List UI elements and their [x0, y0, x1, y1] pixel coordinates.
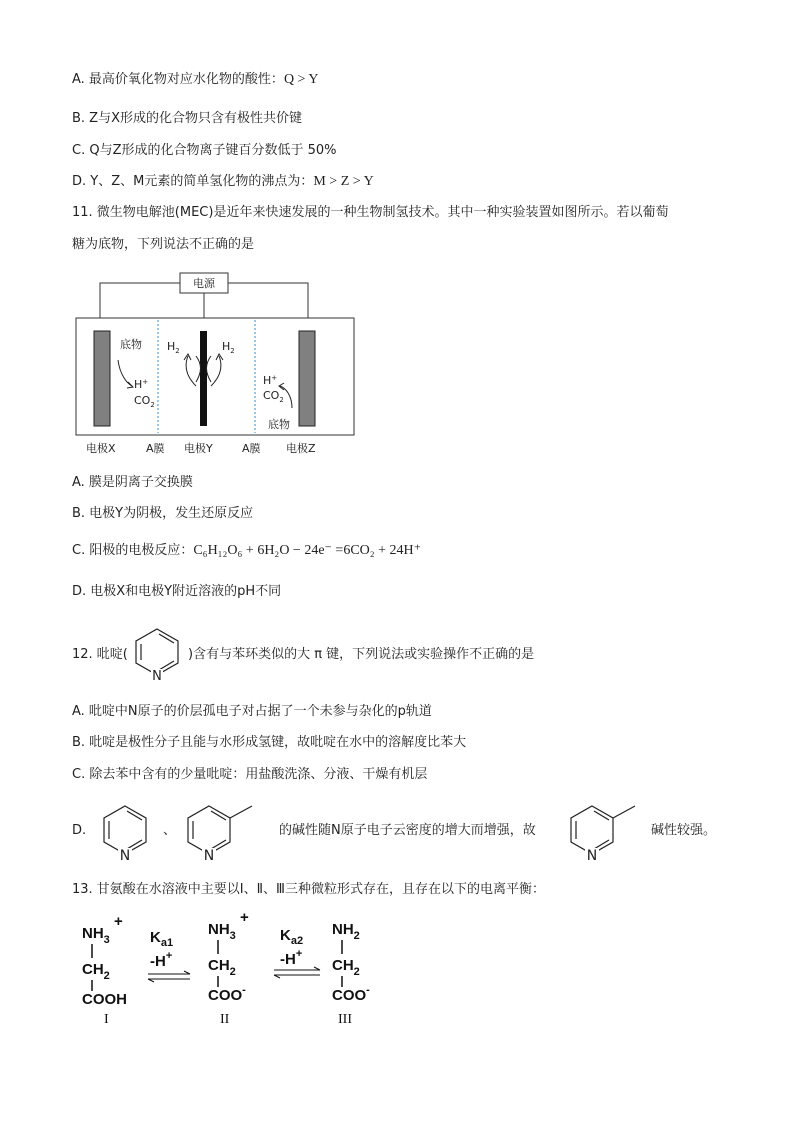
svg-text:Ka2: $K_{a2}$	[280, 927, 304, 947]
label-membrane-right: A膜	[242, 442, 261, 455]
q10-option-c: C. Q与Z形成的化合物离子键百分数低于 50%	[72, 143, 337, 158]
equilibrium-arrow-2	[274, 927, 320, 978]
svg-text:+: +	[114, 913, 123, 930]
glycine-species-iii	[332, 921, 370, 1027]
q12-option-d-middle: 的碱性随N原子电子云密度的增大而增强，故	[279, 823, 536, 838]
pyridine-structure-stem	[128, 625, 186, 683]
q13-stem: 13. 甘氨酸在水溶液中主要以Ⅰ、Ⅱ、Ⅲ三种微粒形式存在，且存在以下的电离平衡：	[72, 882, 546, 897]
h2-left-label: $H_2$	[167, 340, 180, 355]
q10-option-b: B. Z与X形成的化合物只含有极性共价键	[72, 111, 302, 126]
svg-text:CO2: $CO_2$	[134, 394, 155, 409]
label-membrane-left: A膜	[146, 442, 165, 455]
svg-text:NH2: $NH_2$	[332, 921, 360, 942]
q10-option-a: A. 最高价氧化物对应水化物的酸性：Q > Y	[72, 72, 319, 87]
svg-text:I: I	[104, 1012, 109, 1027]
q10-option-d-math: M > Z > Y	[313, 174, 374, 189]
svg-text:III: III	[338, 1012, 352, 1027]
glycine-species-ii	[208, 909, 249, 1027]
q12-option-c: C. 除去苯中含有的少量吡啶：用盐酸洗涤、分液、干燥有机层	[72, 767, 428, 782]
q10-option-a-math: Q > Y	[283, 72, 319, 87]
label-electrode-y: 电极Y	[184, 442, 213, 455]
svg-text:-H+: -H+	[280, 948, 303, 968]
svg-text:CH2: $CH_2$	[208, 957, 236, 978]
svg-text:H+: H+	[263, 374, 278, 387]
h2-right-label: $H_2$	[222, 340, 235, 355]
equilibrium-arrow-1	[148, 929, 190, 982]
q12-stem-suffix: )含有与苯环类似的大 π 键，下列说法或实验操作不正确的是	[188, 647, 535, 662]
q11-option-a: A. 膜是阴离子交换膜	[72, 475, 193, 490]
svg-text:NH3: $NH_3$	[82, 925, 110, 946]
mec-diagram	[70, 268, 370, 463]
methylpyridine-structure-d3	[563, 800, 645, 862]
svg-text:N: N	[152, 669, 162, 683]
svg-text:-H+: -H+	[150, 950, 173, 970]
q12-option-d-separator: 、	[163, 823, 177, 838]
q10-option-d: D. Y、Z、M元素的简单氢化物的沸点为：M > Z > Y	[72, 174, 374, 189]
svg-text:N: N	[203, 848, 215, 862]
q11-option-b: B. 电极Y为阴极，发生还原反应	[72, 506, 254, 521]
electrode-x	[94, 331, 110, 426]
q11-option-c-equation: C₆H₁₂O₆ + 6H₂O − 24e⁻ =6CO₂ + 24H⁺	[193, 543, 422, 558]
substrate-left: 底物	[120, 338, 142, 351]
svg-text:H+: H+	[134, 378, 149, 391]
q12-option-d-prefix: D.	[72, 823, 87, 838]
label-electrode-z: 电极Z	[286, 442, 316, 455]
q11-option-c: C. 阳极的电极反应：C₆H₁₂O₆ + 6H₂O − 24e⁻ =6CO₂ + 24H⁺	[72, 543, 422, 558]
svg-text:CH2: $CH_2$	[332, 957, 360, 978]
glycine-species-i	[82, 913, 127, 1027]
svg-text:COO-: COO-	[332, 984, 370, 1004]
q11-stem-line2: 糖为底物，下列说法不正确的是	[72, 237, 255, 252]
q12-stem-prefix: 12. 吡啶(	[72, 647, 128, 662]
svg-text:N: N	[586, 848, 598, 862]
q11-option-d: D. 电极X和电极Y附近溶液的pH不同	[72, 584, 282, 599]
label-electrode-x: 电极X	[86, 442, 116, 455]
methylpyridine-structure-d2	[180, 800, 262, 862]
svg-text:COO-: COO-	[208, 984, 246, 1004]
svg-text:N: N	[119, 848, 131, 862]
svg-text:CO2: $CO_2$	[263, 389, 284, 404]
electrode-y	[200, 331, 207, 426]
q11-stem-line1: 11. 微生物电解池(MEC)是近年来快速发展的一种生物制氢技术。其中一种实验装置如图所示。若以葡萄	[72, 205, 669, 220]
glycine-equilibrium-diagram	[74, 908, 404, 1033]
svg-text:+: +	[240, 909, 249, 926]
q12-option-b: B. 吡啶是极性分子且能与水形成氢键，故吡啶在水中的溶解度比苯大	[72, 735, 467, 750]
svg-text:COOH: COOH	[82, 991, 127, 1008]
electrode-z	[299, 331, 315, 426]
q12-option-d-suffix: 碱性较强。	[651, 823, 717, 838]
svg-text:CH2: $CH_2$	[82, 961, 110, 982]
substrate-right: 底物	[268, 418, 290, 431]
svg-text:II: II	[220, 1012, 230, 1027]
svg-text:Ka1: $K_{a1}$	[150, 929, 174, 949]
q12-option-a: A. 吡啶中N原子的价层孤电子对占据了一个未参与杂化的p轨道	[72, 704, 432, 719]
svg-text:NH3: $NH_3$	[208, 921, 236, 942]
power-source-label: 电源	[193, 277, 215, 290]
pyridine-structure-d1	[96, 800, 154, 862]
